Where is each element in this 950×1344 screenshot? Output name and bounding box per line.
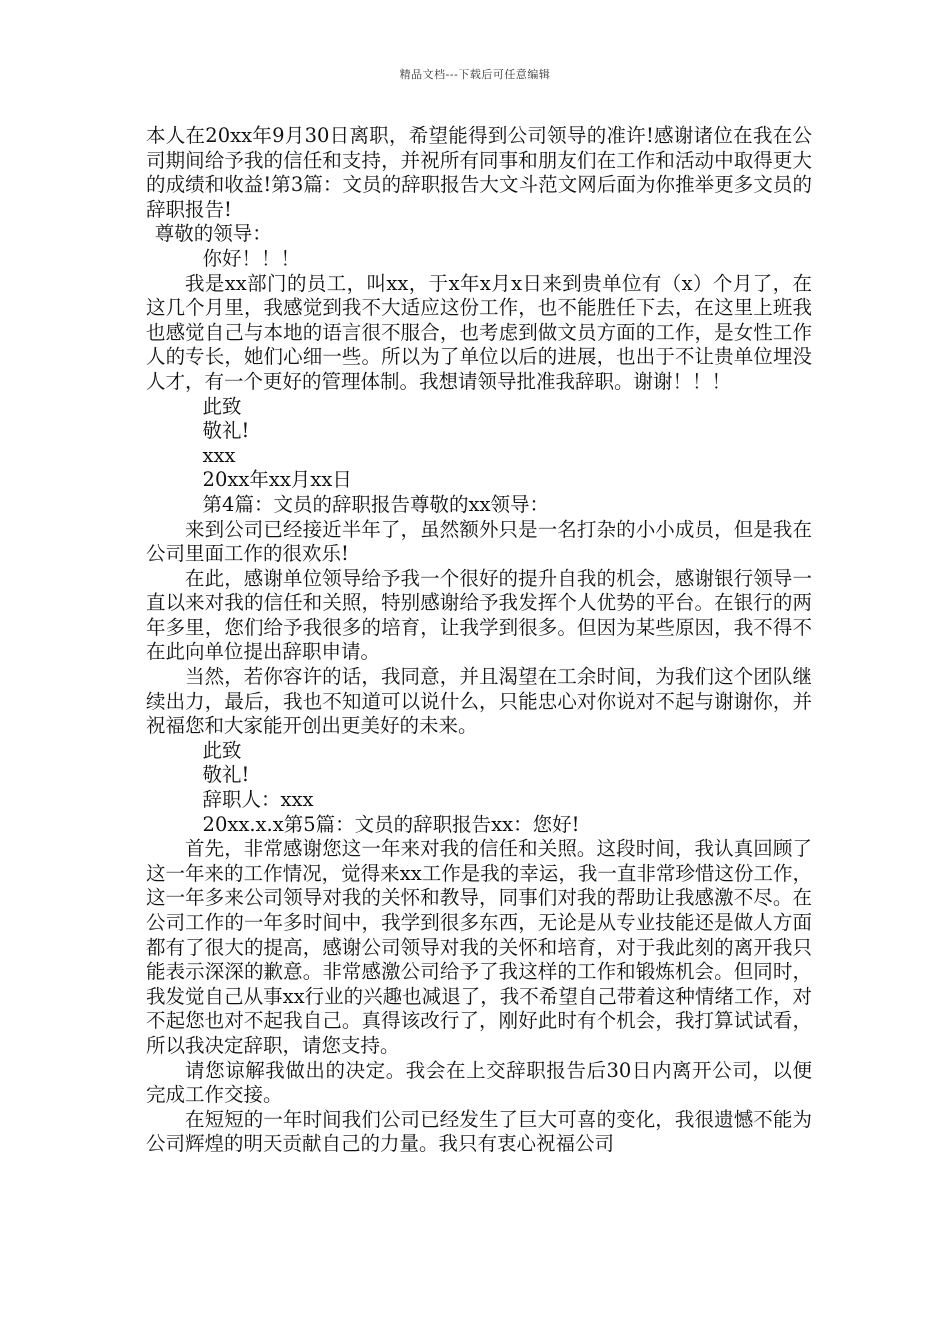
paragraph-body: 首先，非常感谢您这一年来对我的信任和关照。这段时间，我认真回顾了这一年来的工作情况，觉得来xx工作是我的幸运，我一直非常珍惜这份工作，这一年多来公司领导对我的关怀和教导，同事们对我的帮助让我感激不尽。在公司工作的一年多时间中，我学到很多东西，无论是从专业技能还是做人方面都有了很大的提高，感谢公司领导对我的关怀和培育，对于我此刻的离开我只能表示深深的歉意。非常感激公司给予了我这样的工作和锻炼机会。但同时，我发觉自己从事xx行业的兴趣也减退了，我不希望自己带着这种情绪工作，对不起您也对不起我自己。真得该改行了，刚好此时有个机会，我打算试试看，所以我决定辞职，请您支持。 xyxy=(146,837,812,1057)
paragraph-body: 我是xx部门的员工，叫xx，于x年x月x日来到贵单位有（x）个月了，在这几个月里，我感觉到我不大适应这份工作，也不能胜任下去，在这里上班我也感觉自己与本地的语言很不服合，也考虑到做文员方面的工作，是女性工作人的专长，她们心细一些。所以为了单位以后的进展，也出于不让贵单位埋没人才，有一个更好的管理体制。我想请领导批准我辞职。谢谢！！！ xyxy=(146,271,812,393)
document-body xyxy=(146,124,812,1157)
page-header-watermark: 精品文档---下载后可任意编辑 xyxy=(399,68,551,81)
section-heading: 20xx.x.x第5篇：文员的辞职报告xx：您好! xyxy=(202,812,580,836)
paragraph-body: 在短短的一年时间我们公司已经发生了巨大可喜的变化，我很遗憾不能为公司辉煌的明天贡献自己的力量。我只有衷心祝福公司 xyxy=(146,1107,812,1156)
salutation: 尊敬的领导： xyxy=(154,222,272,246)
closing-line: 此致 xyxy=(202,394,242,418)
paragraph-body: 在此，感谢单位领导给予我一个很好的提升自我的机会，感谢银行领导一直以来对我的信任和关照，特别感谢给予我发挥个人优势的平台。在银行的两年多里，您们给予我很多的培育，让我学到很多。但因为某些原因，我不得不在此向单位提出辞职申请。 xyxy=(146,566,812,664)
section-heading: 第4篇：文员的辞职报告尊敬的xx领导： xyxy=(202,492,549,516)
greeting: 你好！！！ xyxy=(202,246,301,270)
signature-name: xxx xyxy=(202,443,236,467)
closing-line: 此致 xyxy=(202,738,242,762)
closing-line: 敬礼! xyxy=(202,419,250,443)
paragraph-body: 请您谅解我做出的决定。我会在上交辞职报告后30日内离开公司，以便完成工作交接。 xyxy=(146,1058,812,1107)
signature-date: 20xx年xx月xx日 xyxy=(202,468,352,492)
closing-line: 敬礼! xyxy=(202,763,250,787)
signature-name: 辞职人：xxx xyxy=(202,788,314,812)
paragraph-body: 当然，若你容许的话，我同意，并且渴望在工余时间，为我们这个团队继续出力，最后，我也不知道可以说什么，只能忠心对你说对不起与谢谢你，并祝福您和大家能开创出更美好的未来。 xyxy=(146,665,812,738)
paragraph-opening: 本人在20xx年9月30日离职，希望能得到公司领导的准许!感谢诸位在我在公司期间给予我的信任和支持，并祝所有同事和朋友们在工作和活动中取得更大的成绩和收益!第3篇：文员的辞职报告大文斗范文网后面为你推举更多文员的辞职报告! xyxy=(146,124,812,221)
paragraph-body: 来到公司已经接近半年了，虽然额外只是一名打杂的小小成员，但是我在公司里面工作的很欢乐! xyxy=(146,517,812,566)
